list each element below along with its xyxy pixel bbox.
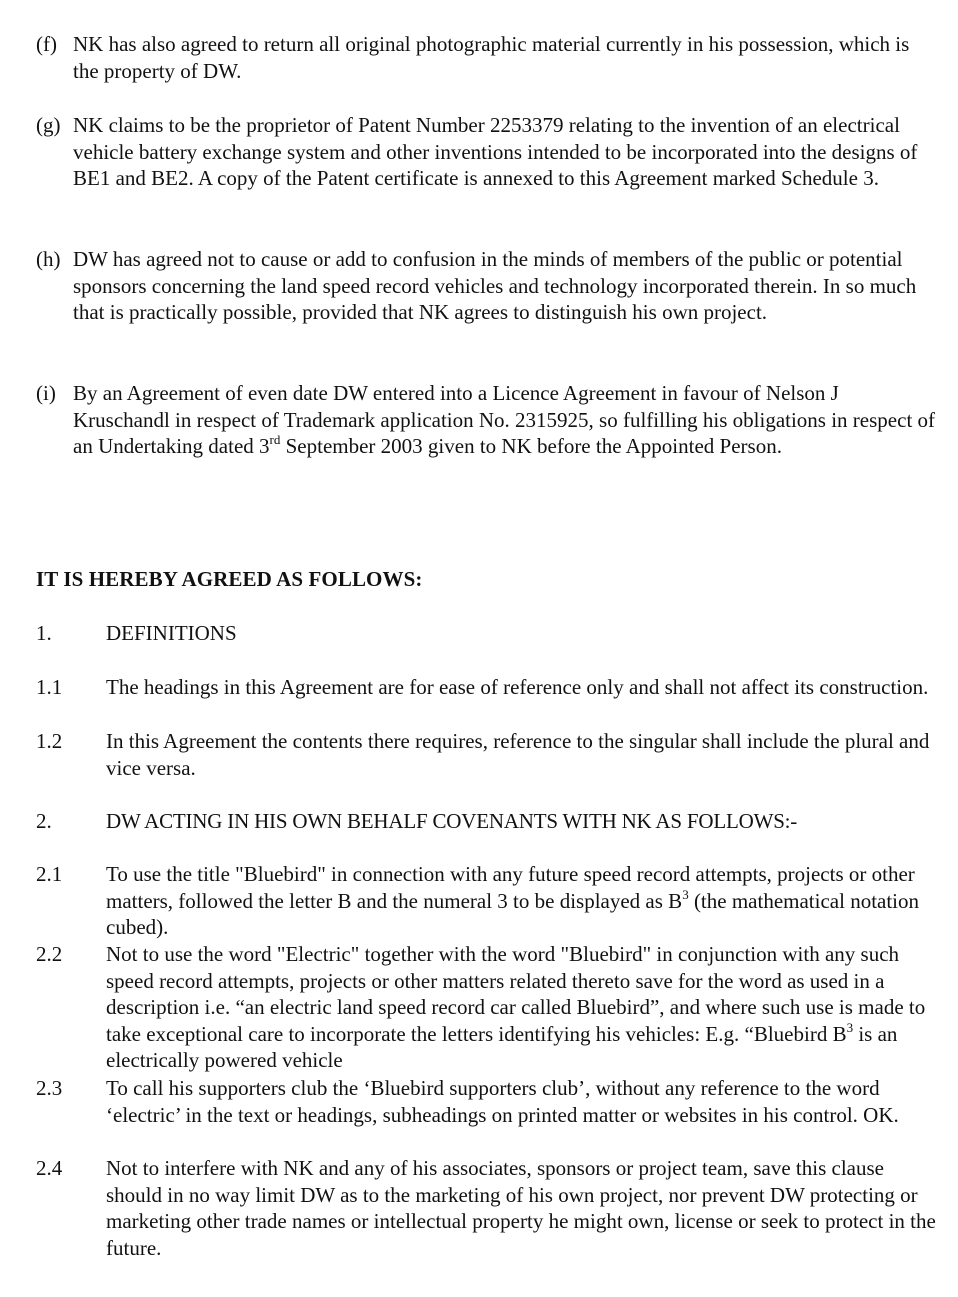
clause-2-4 bbox=[36, 1155, 940, 1261]
clause-number: 2.3 bbox=[36, 1076, 63, 1100]
clause-number: 2.4 bbox=[36, 1156, 63, 1180]
recital-marker: (h) bbox=[36, 247, 61, 271]
recital-i bbox=[36, 380, 936, 460]
recital-marker: (i) bbox=[36, 381, 56, 405]
clause-number: 1.2 bbox=[36, 729, 63, 753]
recital-text: NK has also agreed to return all original photographic material currently in his possession, which is the property of DW. bbox=[73, 32, 910, 83]
clause-text: Not to use the word "Electric" together with the word "Bluebird" in conjunction with any such speed record attempts, projects or other matters related thereto save for the word as used in a description i.e. “an electric land speed record car called Bluebird”, and where such use is made to take exceptional care to incorporate the letters identifying his vehicles: E.g. “Bluebird $B^3$ is an electrically powered vehicle bbox=[106, 942, 926, 1072]
clause-2-3 bbox=[36, 1075, 940, 1128]
recital-marker: (g) bbox=[36, 113, 61, 137]
superscript-cubed: 3 bbox=[846, 1019, 854, 1035]
section-number: 2. bbox=[36, 809, 52, 833]
clause-1-2 bbox=[36, 728, 940, 781]
recital-f bbox=[36, 31, 936, 84]
clause-text: Not to interfere with NK and any of his associates, sponsors or project team, save this clause should in no way limit DW as to the marketing of his own project, nor prevent DW protecting or marketing other trade names or intellectual property he might own, license or seek to protect in the future. bbox=[106, 1156, 936, 1260]
section-2-heading bbox=[36, 808, 940, 835]
recital-text: DW has agreed not to cause or add to confusion in the minds of members of the public or potential sponsors concerning the land speed record vehicles and technology incorporated therein. In so much that is practically possible, provided that NK agrees to distinguish his own project. bbox=[73, 247, 917, 324]
clause-text: In this Agreement the contents there requires, reference to the singular shall include the plural and vice versa. bbox=[106, 729, 930, 780]
clause-number: 2.1 bbox=[36, 862, 63, 886]
clause-2-1 bbox=[36, 861, 940, 941]
clause-number: 1.1 bbox=[36, 675, 63, 699]
section-1-heading bbox=[36, 620, 940, 647]
agreement-heading: IT IS HEREBY AGREED AS FOLLOWS: bbox=[36, 567, 423, 591]
clause-text: To use the title "Bluebird" in connection with any future speed record attempts, projects or other matters, followed the letter B and the numeral 3 to be displayed as $B^3$ (the mathematical notation cubed). bbox=[106, 862, 920, 939]
clause-1-1 bbox=[36, 674, 940, 701]
recital-h bbox=[36, 246, 936, 326]
clause-number: 2.2 bbox=[36, 942, 63, 966]
recital-text: By an Agreement of even date DW entered into a Licence Agreement in favour of Nelson J Kruschandl in respect of Trademark application No. 2315925, so fulfilling his obligations in respect of an Undertaking dated 3rd September 2003 given to NK before the Appointed Person. bbox=[73, 381, 936, 458]
clause-text: To call his supporters club the ‘Bluebird supporters club’, without any reference to the word ‘electric’ in the text or headings, subheadings on printed matter or websites in his control. OK. bbox=[106, 1076, 899, 1127]
recital-text: NK claims to be the proprietor of Patent Number 2253379 relating to the invention of an electrical vehicle battery exchange system and other inventions intended to be incorporated into the designs of BE1 and BE2. A copy of the Patent certificate is annexed to this Agreement marked Schedule 3. bbox=[73, 113, 918, 190]
ordinal-suffix: rd bbox=[269, 432, 281, 447]
section-title: DEFINITIONS bbox=[106, 621, 237, 645]
section-title: DW ACTING IN HIS OWN BEHALF COVENANTS WITH NK AS FOLLOWS:- bbox=[106, 809, 798, 833]
section-number: 1. bbox=[36, 621, 52, 645]
clause-text: The headings in this Agreement are for ease of reference only and shall not affect its construction. bbox=[106, 675, 929, 699]
superscript-cubed: 3 bbox=[682, 886, 689, 902]
recital-marker: (f) bbox=[36, 32, 57, 56]
recital-g bbox=[36, 112, 936, 192]
clause-2-2 bbox=[36, 941, 940, 1074]
